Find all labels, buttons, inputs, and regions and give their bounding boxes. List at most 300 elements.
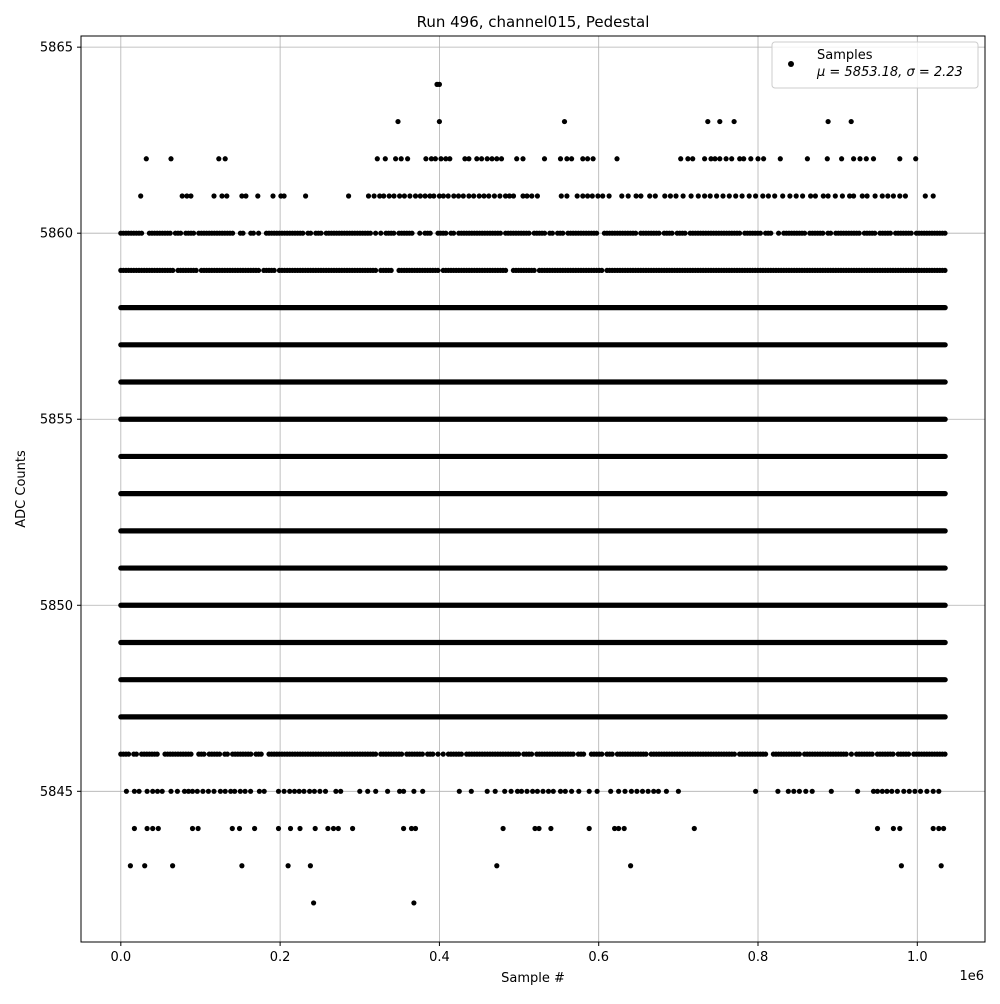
- sample-point: [803, 789, 808, 794]
- sample-point: [381, 193, 386, 198]
- sample-point: [428, 231, 433, 236]
- sample-point: [168, 231, 173, 236]
- sample-point: [580, 156, 585, 161]
- sample-point: [438, 156, 443, 161]
- sample-point: [741, 156, 746, 161]
- sample-point: [942, 752, 947, 757]
- sample-point: [243, 789, 248, 794]
- sample-point: [692, 826, 697, 831]
- sample-point: [524, 193, 529, 198]
- sample-point: [401, 826, 406, 831]
- sample-point: [912, 789, 917, 794]
- sample-point: [287, 789, 292, 794]
- sample-point: [871, 156, 876, 161]
- sample-point: [232, 789, 237, 794]
- sample-point: [780, 193, 785, 198]
- sample-point: [441, 752, 446, 757]
- sample-point: [239, 863, 244, 868]
- sample-point: [469, 789, 474, 794]
- sample-point: [924, 789, 929, 794]
- sample-point: [580, 193, 585, 198]
- sample-point: [897, 826, 902, 831]
- sample-point: [720, 193, 725, 198]
- sample-point: [383, 156, 388, 161]
- sample-point: [501, 826, 506, 831]
- sample-point: [225, 752, 230, 757]
- sample-point: [336, 826, 341, 831]
- sample-point: [647, 193, 652, 198]
- y-tick-label: 5860: [39, 226, 73, 242]
- sample-point: [430, 752, 435, 757]
- y-tick-label: 5850: [39, 598, 73, 614]
- y-tick-label: 5855: [39, 412, 73, 428]
- sample-point: [895, 789, 900, 794]
- sample-point: [144, 156, 149, 161]
- sample-point: [238, 789, 243, 794]
- sample-point: [317, 789, 322, 794]
- sample-point: [366, 193, 371, 198]
- sample-point: [889, 789, 894, 794]
- sample-point: [481, 193, 486, 198]
- sample-point: [880, 193, 885, 198]
- sample-point: [437, 119, 442, 124]
- sample-point: [608, 789, 613, 794]
- legend-marker: [788, 61, 794, 67]
- sample-point: [942, 268, 947, 273]
- sample-point: [474, 156, 479, 161]
- sample-point: [311, 900, 316, 905]
- sample-point: [664, 789, 669, 794]
- sample-point: [673, 193, 678, 198]
- sample-point: [282, 789, 287, 794]
- legend-series-name: Samples: [817, 48, 873, 63]
- sample-point: [794, 193, 799, 198]
- sample-point: [800, 193, 805, 198]
- sample-point: [170, 268, 175, 273]
- sample-point: [346, 193, 351, 198]
- sample-point: [733, 193, 738, 198]
- sample-point: [300, 231, 305, 236]
- sample-point: [737, 231, 742, 236]
- sample-point: [308, 863, 313, 868]
- sample-point: [651, 789, 656, 794]
- sample-point: [558, 789, 563, 794]
- sample-point: [301, 789, 306, 794]
- sample-point: [653, 193, 658, 198]
- sample-point: [391, 231, 396, 236]
- sample-point: [251, 231, 256, 236]
- sample-point: [529, 752, 534, 757]
- sample-point: [849, 752, 854, 757]
- sample-point: [519, 789, 524, 794]
- sample-point: [585, 193, 590, 198]
- sample-point: [875, 789, 880, 794]
- sample-point: [503, 268, 508, 273]
- sample-point: [640, 789, 645, 794]
- sample-point: [413, 826, 418, 831]
- sample-point: [502, 789, 507, 794]
- sample-point: [191, 231, 196, 236]
- sample-point: [333, 789, 338, 794]
- sample-point: [292, 789, 297, 794]
- sample-point: [638, 193, 643, 198]
- sample-point: [308, 231, 313, 236]
- sample-point: [669, 231, 674, 236]
- sample-point: [888, 231, 893, 236]
- sample-point: [155, 752, 160, 757]
- x-tick-label: 0.0: [110, 950, 132, 965]
- sample-point: [237, 826, 242, 831]
- sample-point: [201, 752, 206, 757]
- sample-point: [901, 789, 906, 794]
- sample-point: [786, 789, 791, 794]
- sample-point: [939, 863, 944, 868]
- sample-point: [805, 156, 810, 161]
- sample-point: [536, 826, 541, 831]
- sample-point: [493, 789, 498, 794]
- sample-point: [259, 752, 264, 757]
- sample-point: [668, 193, 673, 198]
- x-tick-label: 1.0: [906, 950, 928, 965]
- sample-point: [851, 156, 856, 161]
- sample-point: [145, 789, 150, 794]
- sample-point: [851, 193, 856, 198]
- sample-point: [828, 231, 833, 236]
- sample-point: [748, 156, 753, 161]
- sample-point: [761, 156, 766, 161]
- sample-point: [492, 193, 497, 198]
- sample-point: [391, 193, 396, 198]
- sample-point: [520, 156, 525, 161]
- sample-point: [714, 193, 719, 198]
- sample-point: [272, 268, 277, 273]
- sample-point: [409, 231, 414, 236]
- sample-point: [676, 789, 681, 794]
- sample-point: [489, 156, 494, 161]
- sample-point: [175, 789, 180, 794]
- sample-point: [420, 789, 425, 794]
- sample-point: [753, 193, 758, 198]
- sample-point: [629, 789, 634, 794]
- sample-point: [643, 752, 648, 757]
- sample-point: [724, 156, 729, 161]
- sample-point: [511, 193, 516, 198]
- sample-point: [727, 193, 732, 198]
- sample-point: [240, 231, 245, 236]
- sample-point: [325, 826, 330, 831]
- sample-point: [479, 156, 484, 161]
- x-tick-label: 0.4: [429, 950, 450, 965]
- sample-point: [891, 826, 896, 831]
- sample-point: [656, 789, 661, 794]
- sample-point: [682, 231, 687, 236]
- sample-point: [732, 119, 737, 124]
- sample-point: [712, 156, 717, 161]
- sample-point: [740, 193, 745, 198]
- sample-point: [223, 789, 228, 794]
- sample-point: [431, 193, 436, 198]
- sample-point: [590, 193, 595, 198]
- sample-point: [918, 789, 923, 794]
- sample-point: [459, 752, 464, 757]
- sample-point: [826, 119, 831, 124]
- sample-point: [550, 231, 555, 236]
- sample-point: [775, 789, 780, 794]
- sample-point: [681, 193, 686, 198]
- sample-point: [168, 156, 173, 161]
- sample-point: [389, 268, 394, 273]
- sample-point: [313, 826, 318, 831]
- sample-point: [365, 789, 370, 794]
- sample-point: [585, 156, 590, 161]
- sample-point: [223, 156, 228, 161]
- sample-point: [931, 193, 936, 198]
- sample-point: [423, 193, 428, 198]
- sample-point: [564, 156, 569, 161]
- sample-point: [441, 193, 446, 198]
- sample-point: [758, 231, 763, 236]
- sample-point: [252, 826, 257, 831]
- y-tick-label: 5865: [39, 40, 73, 56]
- sample-point: [857, 231, 862, 236]
- sample-point: [435, 268, 440, 273]
- sample-point: [494, 863, 499, 868]
- sample-point: [375, 156, 380, 161]
- sample-point: [297, 826, 302, 831]
- sample-point: [485, 156, 490, 161]
- sample-point: [433, 156, 438, 161]
- sample-point: [312, 789, 317, 794]
- sample-point: [485, 789, 490, 794]
- sample-point: [791, 789, 796, 794]
- sample-point: [138, 193, 143, 198]
- sample-point: [599, 752, 604, 757]
- sample-point: [855, 789, 860, 794]
- sample-point: [217, 752, 222, 757]
- sample-point: [399, 752, 404, 757]
- sample-point: [178, 231, 183, 236]
- sample-point: [303, 193, 308, 198]
- x-axis-label: Sample #: [501, 971, 565, 986]
- sample-point: [132, 789, 137, 794]
- sample-point: [802, 231, 807, 236]
- sample-point: [200, 789, 205, 794]
- sample-point: [297, 789, 302, 794]
- sample-point: [397, 193, 402, 198]
- sample-point: [899, 863, 904, 868]
- sample-point: [170, 863, 175, 868]
- sample-point: [797, 752, 802, 757]
- sample-point: [772, 193, 777, 198]
- sample-point: [542, 231, 547, 236]
- sample-point: [685, 156, 690, 161]
- sample-point: [797, 789, 802, 794]
- sample-point: [923, 193, 928, 198]
- sample-point: [230, 826, 235, 831]
- sample-point: [128, 863, 133, 868]
- sample-point: [558, 156, 563, 161]
- sample-point: [662, 193, 667, 198]
- sample-point: [821, 193, 826, 198]
- sample-point: [451, 231, 456, 236]
- sample-point: [230, 231, 235, 236]
- sample-point: [477, 193, 482, 198]
- sample-point: [820, 231, 825, 236]
- sample-point: [456, 193, 461, 198]
- sample-point: [708, 193, 713, 198]
- sample-point: [595, 193, 600, 198]
- sample-point: [307, 789, 312, 794]
- sample-point: [373, 789, 378, 794]
- x-axis-offset-label: 1e6: [959, 969, 984, 984]
- sample-point: [787, 193, 792, 198]
- sample-point: [857, 156, 862, 161]
- sample-point: [323, 789, 328, 794]
- sample-point: [402, 193, 407, 198]
- sample-point: [622, 826, 627, 831]
- sample-point: [634, 193, 639, 198]
- sample-point: [471, 193, 476, 198]
- sample-point: [357, 789, 362, 794]
- sample-point: [401, 789, 406, 794]
- sample-point: [689, 193, 694, 198]
- sample-point: [190, 789, 195, 794]
- sample-point: [535, 789, 540, 794]
- sample-point: [931, 826, 936, 831]
- sample-point: [559, 193, 564, 198]
- sample-point: [248, 752, 253, 757]
- sample-point: [600, 193, 605, 198]
- sample-point: [607, 193, 612, 198]
- sample-point: [870, 752, 875, 757]
- sample-point: [451, 193, 456, 198]
- sample-point: [387, 193, 392, 198]
- x-tick-label: 0.2: [269, 950, 291, 965]
- sample-point: [619, 193, 624, 198]
- sample-point: [399, 156, 404, 161]
- sample-point: [499, 156, 504, 161]
- sample-point: [564, 193, 569, 198]
- sample-point: [224, 193, 229, 198]
- sample-point: [446, 193, 451, 198]
- sample-point: [729, 156, 734, 161]
- sample-point: [897, 193, 902, 198]
- sample-point: [548, 826, 553, 831]
- sample-point: [656, 231, 661, 236]
- sample-point: [373, 268, 378, 273]
- sample-point: [760, 193, 765, 198]
- sample-point: [616, 789, 621, 794]
- sample-point: [368, 231, 373, 236]
- sample-point: [286, 863, 291, 868]
- sample-point: [614, 156, 619, 161]
- sample-point: [211, 789, 216, 794]
- sample-point: [190, 826, 195, 831]
- legend: [772, 42, 978, 88]
- sample-point: [678, 156, 683, 161]
- sample-point: [810, 789, 815, 794]
- sample-point: [808, 193, 813, 198]
- sample-point: [542, 156, 547, 161]
- y-axis-label: ADC Counts: [14, 450, 29, 528]
- sample-point: [587, 789, 592, 794]
- sample-point: [420, 752, 425, 757]
- sample-point: [443, 231, 448, 236]
- sample-point: [532, 268, 537, 273]
- sample-point: [865, 193, 870, 198]
- sample-point: [599, 268, 604, 273]
- sample-point: [696, 193, 701, 198]
- sample-point: [262, 789, 267, 794]
- sample-point: [411, 789, 416, 794]
- sample-point: [256, 268, 261, 273]
- sample-point: [897, 156, 902, 161]
- sample-point: [626, 193, 631, 198]
- sample-point: [378, 231, 383, 236]
- sample-point: [407, 193, 412, 198]
- sample-point: [497, 193, 502, 198]
- sample-point: [218, 789, 223, 794]
- sample-point: [646, 789, 651, 794]
- chart-title: Run 496, channel015, Pedestal: [416, 13, 650, 31]
- sample-point: [594, 231, 599, 236]
- legend-series-stats: μ = 5853.18, σ = 2.23: [817, 65, 963, 80]
- sample-point: [423, 156, 428, 161]
- sample-point: [219, 193, 224, 198]
- sample-point: [766, 193, 771, 198]
- sample-point: [563, 789, 568, 794]
- x-tick-label: 0.8: [747, 950, 769, 965]
- sample-point: [813, 193, 818, 198]
- sample-point: [514, 156, 519, 161]
- sample-point: [282, 193, 287, 198]
- sample-point: [411, 900, 416, 905]
- sample-point: [907, 789, 912, 794]
- sample-point: [461, 193, 466, 198]
- sample-point: [702, 193, 707, 198]
- sample-point: [776, 231, 781, 236]
- sample-point: [248, 789, 253, 794]
- sample-point: [909, 231, 914, 236]
- sample-point: [338, 789, 343, 794]
- sample-point: [540, 789, 545, 794]
- sample-point: [435, 752, 440, 757]
- sample-point: [840, 193, 845, 198]
- sample-point: [188, 752, 193, 757]
- sample-point: [628, 863, 633, 868]
- sample-point: [413, 193, 418, 198]
- sample-point: [884, 789, 889, 794]
- sample-point: [864, 156, 869, 161]
- sample-point: [373, 752, 378, 757]
- y-tick-label: 5845: [39, 784, 73, 800]
- sample-point: [941, 826, 946, 831]
- sample-point: [747, 193, 752, 198]
- sample-point: [211, 193, 216, 198]
- sample-point: [270, 193, 275, 198]
- sample-point: [826, 193, 831, 198]
- sample-point: [526, 231, 531, 236]
- sample-point: [587, 826, 592, 831]
- sample-point: [829, 789, 834, 794]
- sample-point: [288, 826, 293, 831]
- sample-point: [418, 193, 423, 198]
- sample-point: [195, 789, 200, 794]
- sample-point: [755, 156, 760, 161]
- sample-point: [702, 156, 707, 161]
- sample-point: [145, 826, 150, 831]
- sample-point: [142, 863, 147, 868]
